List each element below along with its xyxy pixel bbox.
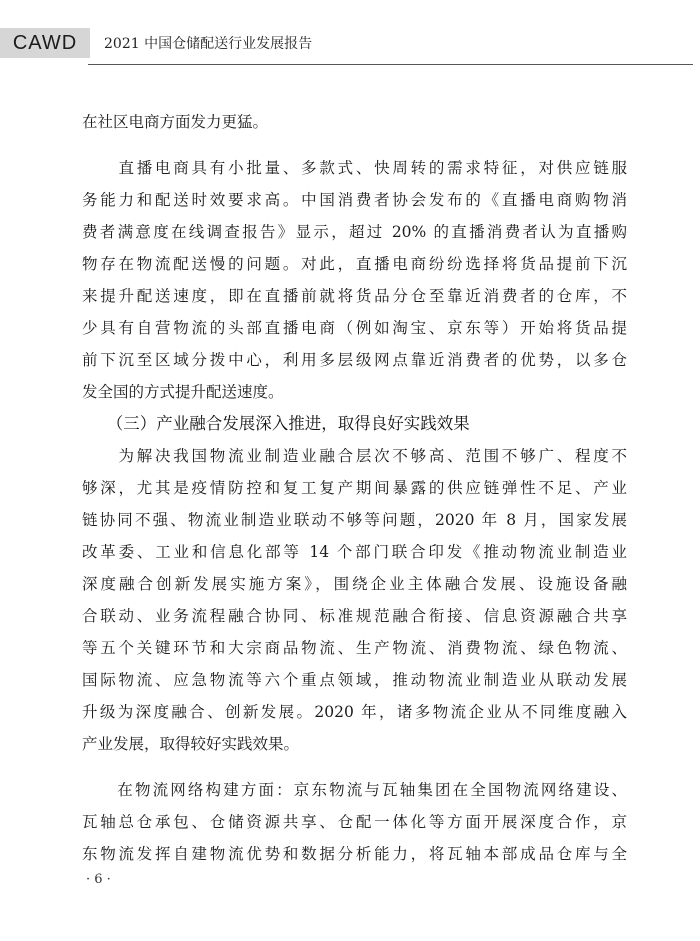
header-divider	[88, 64, 693, 65]
text-line: 前下沉至区域分拨中心，利用多层级网点靠近消费者的优势，以多仓	[82, 351, 627, 369]
text-line: 为解决我国物流业制造业融合层次不够高、范围不够广、程度不	[82, 447, 627, 465]
text-line: 够深，尤其是疫情防控和复工复产期间暴露的供应链弹性不足、产业	[82, 479, 627, 497]
logo-text: CAWD	[12, 31, 78, 54]
text-line: 在物流网络构建方面：京东物流与瓦轴集团在全国物流网络建设、	[82, 781, 627, 799]
text-line: 在社区电商方面发力更猛。	[82, 113, 269, 131]
text-line: 东物流发挥自建物流优势和数据分析能力，将瓦轴本部成品仓库与全	[82, 845, 627, 863]
text-line: 升级为深度融合、创新发展。2020 年，诸多物流企业从不同维度融入	[82, 703, 627, 721]
text-line: 国际物流、应急物流等六个重点领域，推动物流业制造业从联动发展	[82, 671, 627, 689]
text-line: 改革委、工业和信息化部等 14 个部门联合印发《推动物流业制造业	[82, 543, 627, 561]
text-line: 等五个关键环节和大宗商品物流、生产物流、消费物流、绿色物流、	[82, 639, 627, 657]
text-line: 瓦轴总仓承包、仓储资源共享、仓配一体化等方面开展深度合作，京	[82, 813, 627, 831]
text-line: 直播电商具有小批量、多款式、快周转的需求特征，对供应链服	[82, 159, 627, 177]
text-line: 链协同不强、物流业制造业联动不够等问题，2020 年 8 月，国家发展	[82, 511, 627, 529]
page-number: · 6 ·	[86, 872, 111, 887]
text-line: 物存在物流配送慢的问题。对此，直播电商纷纷选择将货品提前下沉	[82, 255, 627, 273]
page-header	[0, 28, 700, 60]
text-line: 产业发展，取得较好实践效果。	[82, 735, 300, 753]
paragraph-gap	[82, 760, 627, 774]
text-line: 务能力和配送时效要求高。中国消费者协会发布的《直播电商购物消	[82, 191, 627, 209]
text-line: 费者满意度在线调查报告》显示，超过 20% 的直播消费者认为直播购	[82, 223, 627, 241]
report-title: 2021 中国仓储配送行业发展报告	[104, 36, 313, 52]
text-line: 来提升配送速度，即在直播前就将货品分仓至靠近消费者的仓库，不	[82, 287, 627, 305]
text-line: 合联动、业务流程融合协同、标准规范融合衔接、信息资源融合共享	[82, 607, 627, 625]
text-line: 发全国的方式提升配送速度。	[82, 383, 284, 401]
cawd-logo	[0, 28, 90, 58]
body-text	[82, 106, 627, 870]
text-line: 深度融合创新发展实施方案》，围绕企业主体融合发展、设施设备融	[82, 575, 627, 593]
section-heading: （三）产业融合发展深入推进，取得良好实践效果	[82, 414, 470, 433]
text-line: 少具有自营物流的头部直播电商（例如淘宝、京东等）开始将货品提	[82, 319, 627, 337]
paragraph-gap	[82, 138, 627, 152]
